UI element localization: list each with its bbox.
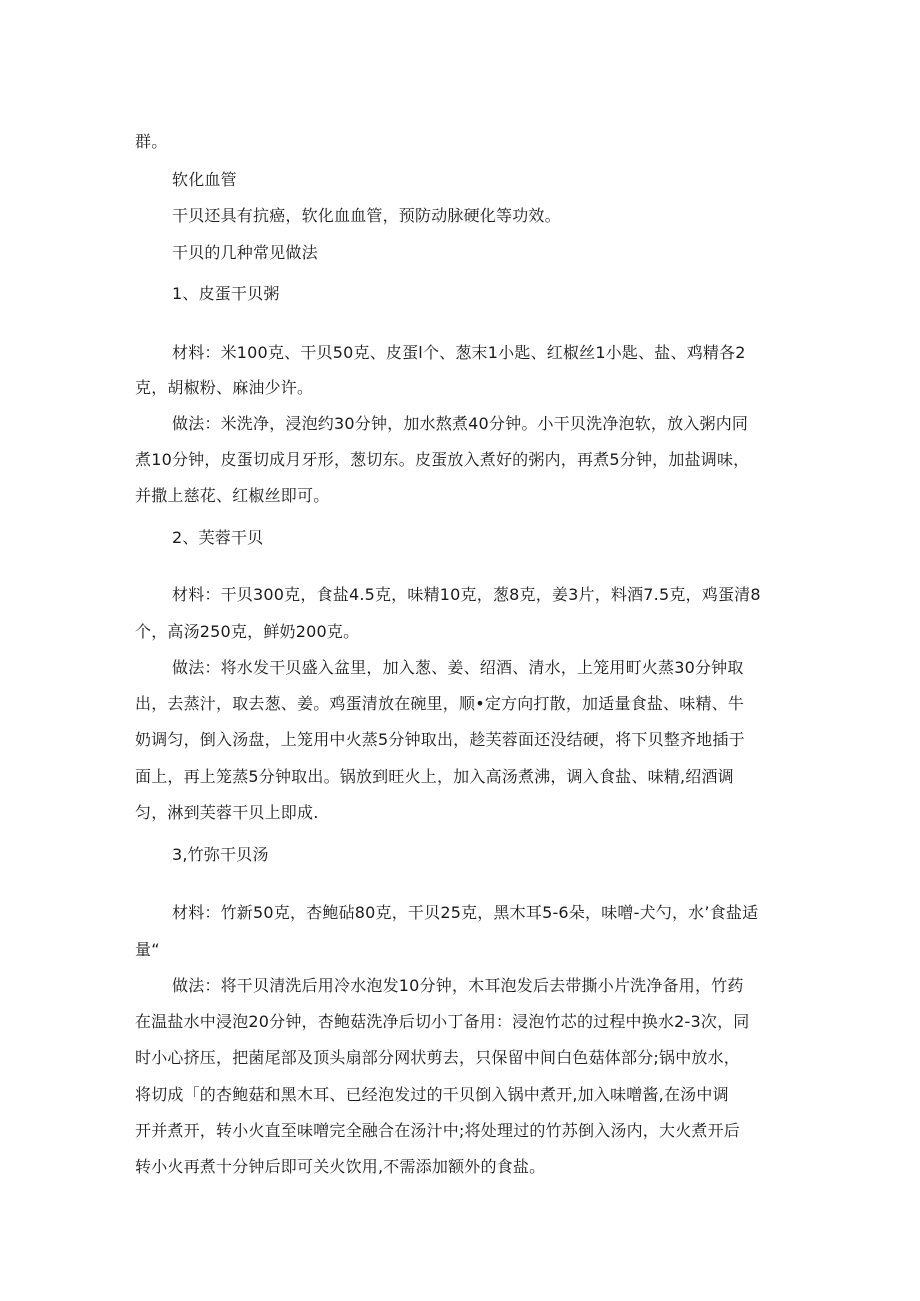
recipe-title: 2、芙蓉干贝 [172, 528, 264, 547]
text-line: 克，胡椒粉、麻油少许。 [135, 378, 314, 397]
recipe-title: 3,竹弥干贝汤 [172, 845, 269, 864]
recipe-title: 1、皮蛋干贝粥 [172, 284, 280, 303]
text-line: 出，去蒸汁，取去葱、姜。鸡蛋清放在碗里，顺•定方向打散，加适量食盐、味精、牛 [135, 694, 745, 713]
text-line: 转小火再煮十分钟后即可关火饮用,不需添加额外的食盐。 [135, 1157, 546, 1176]
text-line: 干贝还具有抗癌，软化血血管，预防动脉硬化等功效。 [172, 206, 561, 225]
text-line: 开并煮开，转小火直至味噌完全融合在汤汁中;将处理过的竹苏倒入汤内，大火煮开后 [135, 1121, 740, 1140]
text-line: 将切成「的杏鲍菇和黑木耳、已经泡发过的干贝倒入锅中煮开,加入味噌酱,在汤中调 [135, 1085, 729, 1104]
text-line: 奶调匀，倒入汤盘，上笼用中火蒸5分钟取出，趁芙蓉面还没结硬，将下贝整齐地插于 [135, 730, 745, 749]
text-line: 并撒上慈花、红椒丝即可。 [135, 486, 330, 505]
text-line: 材料：米100克、干贝50克、皮蛋l个、葱末1小匙、红椒丝1小匙、盐、鸡精各2 [172, 343, 746, 362]
text-line: 材料：干贝300克，食盐4.5克，味精10克，葱8克，姜3片，料酒7.5克，鸡蛋清8 [172, 585, 761, 604]
text-line: 面上，再上笼蒸5分钟取出。锅放到旺火上，加入高汤煮沸，调入食盐、味精,绍酒调 [135, 767, 734, 786]
text-line: 做法：米洗净，浸泡约30分钟，加水熬煮40分钟。小干贝洗净泡软，放入粥内同 [172, 414, 749, 433]
text-line: 量“ [135, 940, 160, 959]
text-line: 匀，淋到芙蓉干贝上即成. [135, 803, 319, 822]
text-line: 群。 [135, 132, 168, 151]
text-line: 做法：将干贝清洗后用冷水泡发10分钟，木耳泡发后去带撕小片洗净备用，竹药 [172, 976, 744, 995]
section-heading: 干贝的几种常见做法 [172, 243, 318, 262]
section-heading: 软化血管 [172, 170, 237, 189]
text-line: 个，高汤250克，鲜奶200克。 [135, 622, 360, 641]
text-line: 煮10分钟，皮蛋切成月牙形，葱切东。皮蛋放入煮好的粥内，再煮5分钟，加盐调味， [135, 450, 750, 469]
text-line: 在温盐水中浸泡20分钟，杏鲍菇洗净后切小丁备用：浸泡竹芯的过程中换水2-3次，同 [135, 1012, 750, 1031]
text-line: 做法：将水发干贝盛入盆里，加入葱、姜、绍酒、清水，上笼用町火蒸30分钟取 [172, 658, 744, 677]
text-line: 材料：竹新50克，杏鲍砧80克，干贝25克，黑木耳5-6朵，味噌-犬勺，水’食盐适 [172, 903, 759, 922]
text-line: 时小心挤压，把菌尾部及顶头扇部分网状剪去，只保留中间白色菇体部分;锅中放水， [135, 1048, 740, 1067]
